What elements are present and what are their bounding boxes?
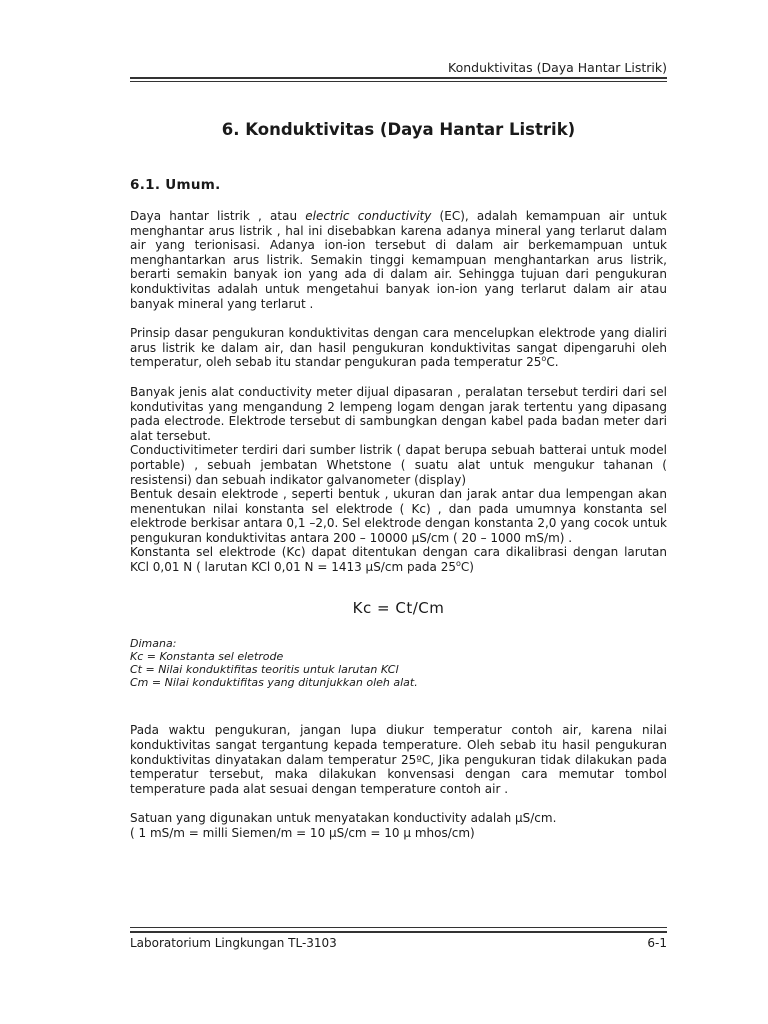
running-header: Konduktivitas (Daya Hantar Listrik) [448, 60, 667, 75]
paragraph-2: Prinsip dasar pengukuran konduktivitas dengan cara mencelupkan elektrode yang dialiri arus listrik ke dalam air, dan hasil pengukuran konduktivitas sangat dipengaruhi oleh temperatur, oleh sebab itu standar pengukuran pada temperatur 25$^o$C. [130, 326, 667, 370]
paragraph-1: Daya hantar listrik , atau electric conductivity (EC), adalah kemampuan air untuk menghantar arus listrik , hal ini disebabkan karena adanya mineral yang terlarut dalam air yang terionisasi. Adanya ion-ion tersebut di dalam air berkemampuan untuk menghantarkan arus listrik. Semakin tinggi kemampuan menghantarkan arus listrik, berarti semakin banyak ion yang ada di dalam air. Sehingga tujuan dari pengukuran konduktivitas adalah untuk mengetahui banyak ion-ion yang terlarut dalam air atau banyak mineral yang terlarut . [130, 209, 667, 311]
footer-lab-name: Laboratorium Lingkungan TL-3103 [130, 936, 337, 950]
formula-legend [130, 637, 667, 690]
page-number: 6-1 [647, 936, 667, 950]
legend-item: Ct = Nilai konduktifitas teoritis untuk larutan KCl [130, 663, 399, 677]
paragraph-7: Pada waktu pengukuran, jangan lupa diukur temperatur contoh air, karena nilai konduktivitas sangat tergantung kepada temperature. Oleh sebab itu hasil pengukuran konduktivitas dinyatakan dalam temperatur 25ºC, Jika pengukuran tidak dilakukan pada temperatur tersebut, maka dilakukan konvensasi dengan cara memutar tombol temperature pada alat sesuai dengan temperature contoh air . [130, 723, 667, 796]
footer-rule [130, 931, 667, 933]
header-rule-thin [130, 81, 667, 82]
section-heading: 6.1. Umum. [130, 177, 221, 193]
paragraph-8-line-1: Satuan yang digunakan untuk menyatakan konductivity adalah µS/cm. [130, 811, 557, 826]
paragraph-3: Banyak jenis alat conductivity meter dijual dipasaran , peralatan tersebut terdiri dari sel kondutivitas yang mengandung 2 lempeng logam dengan jarak tertentu yang dipasang pada electrode. Elektrode tersebut di sambungkan dengan kabel pada badan meter dari alat tersebut. [130, 384, 667, 443]
formula: Kc = Ct/Cm [352, 598, 445, 617]
paragraph-6: Konstanta sel elektrode (Kc) dapat ditentukan dengan cara dikalibrasi dengan larutan KCl 0,01 N ( larutan KCl 0,01 N = 1413 µS/cm pada 25$^o$C) [130, 545, 667, 575]
footer-rule-thin [130, 927, 667, 928]
page-footer [130, 936, 667, 950]
legend-title: Dimana: [130, 636, 177, 650]
paragraph-5: Bentuk desain elektrode , seperti bentuk , ukuran dan jarak antar dua lempengan akan menentukan nilai konstanta sel elektrode ( Kc) , dan pada umumnya konstanta sel elektrode berkisar antara 0,1 –2,0. Sel elektrode dengan konstanta 2,0 yang cocok untuk pengukuran konduktivitas antara 200 – 10000 µS/cm ( 20 – 1000 mS/m) . [130, 487, 667, 545]
page-title: 6. Konduktivitas (Daya Hantar Listrik) [221, 120, 576, 139]
header-rule [130, 77, 667, 79]
legend-item: Cm = Nilai konduktifitas yang ditunjukkan oleh alat. [130, 676, 418, 690]
paragraph-8-line-2: ( 1 mS/m = milli Siemen/m = 10 µS/cm = 10 µ mhos/cm) [130, 826, 475, 841]
paragraph-4: Conductivitimeter terdiri dari sumber listrik ( dapat berupa sebuah batterai untuk model portable) , sebuah jembatan Whetstone ( suatu alat untuk mengukur tahanan ( resistensi) dan sebuah indikator galvanometer (display) [130, 443, 667, 487]
page-content [130, 120, 667, 841]
legend-item: Kc = Konstanta sel eletrode [130, 649, 284, 663]
